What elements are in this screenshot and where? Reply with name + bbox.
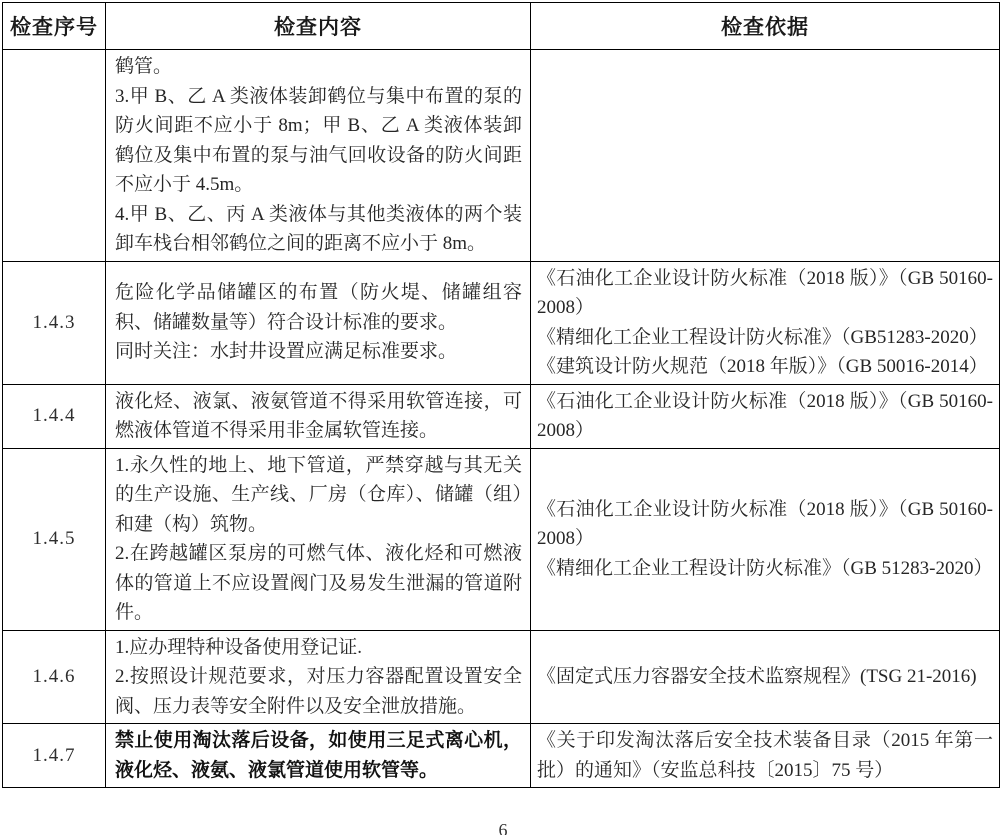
row-basis-cell [531,724,1000,788]
row-basis-cell [531,50,1000,262]
table-row [3,448,1000,630]
content-paragraph: 4.甲 B、乙、丙 A 类液体与其他类液体的两个装卸车栈台相邻鹤位之间的距离不应小于 8m。 [115,203,522,254]
table-row [3,50,1000,262]
header-row [3,3,1000,50]
header-check-content: 检查内容 [106,3,531,50]
content-paragraph: 2.在跨越罐区泵房的可燃气体、液化烃和可燃液体的管道上不应设置阀门及易发生泄漏的管道附件。 [115,543,522,623]
content-paragraph: 禁止使用淘汰落后设备，如使用三足式离心机，液化烃、液氨、液氯管道使用软管等。 [115,730,522,781]
table-row [3,724,1000,788]
basis-paragraph: 《石油化工企业设计防火标准（2018 版）》（GB 50160-2008） [537,498,993,550]
header-check-basis: 检查依据 [531,3,1000,50]
page-number: 6 [498,820,508,835]
row-content-cell [106,724,531,788]
row-basis-cell [531,448,1000,630]
table-row [3,630,1000,724]
content-paragraph: 3.甲 B、乙 A 类液体装卸鹤位与集中布置的泵的防火间距不应小于 8m；甲 B、乙 A 类液体装卸鹤位及集中布置的泵与油气回收设备的防火间距不应小于 4.5m。 [115,85,522,195]
basis-paragraph: 《关于印发淘汰落后安全技术装备目录（2015 年第一批）的通知》（安监总科技〔2015〕75 号） [537,730,993,781]
basis-paragraph: 《石油化工企业设计防火标准（2018 版）》（GB 50160-2008） [537,267,993,318]
row-content-cell [106,384,531,448]
basis-paragraph: 《精细化工企业工程设计防火标准》（GB 51283-2020） [537,557,993,579]
row-basis-cell [531,384,1000,448]
row-sequence-cell: 1.4.4 [3,384,106,448]
row-content-cell [106,630,531,724]
row-content-cell [106,261,531,384]
basis-paragraph: 《石油化工企业设计防火标准（2018 版）》（GB 50160-2008） [537,390,993,441]
inspection-table [2,2,1000,788]
content-paragraph: 同时关注：水封井设置应满足标准要求。 [115,341,458,363]
basis-paragraph: 《固定式压力容器安全技术监察规程》(TSG 21-2016) [537,666,977,687]
table-row [3,384,1000,448]
content-paragraph: 鹤管。 [115,56,173,77]
header-check-sequence: 检查序号 [3,3,106,50]
row-sequence-cell: 1.4.3 [3,261,106,384]
row-sequence-cell: 1.4.6 [3,630,106,724]
table-row [3,261,1000,384]
content-paragraph: 1.应办理特种设备使用登记证. [115,636,363,658]
row-content-cell [106,50,531,262]
table-body [3,50,1000,788]
row-basis-cell [531,261,1000,384]
row-content-cell [106,448,531,630]
row-sequence-cell [3,50,106,262]
row-sequence-cell: 1.4.5 [3,448,106,630]
basis-paragraph: 《建筑设计防火规范（2018 年版）》（GB 50016-2014） [537,356,988,377]
content-paragraph: 危险化学品储罐区的布置（防火堤、储罐组容积、储罐数量等）符合设计标准的要求。 [115,282,522,333]
content-paragraph: 1.永久性的地上、地下管道，严禁穿越与其无关的生产设施、生产线、厂房（仓库）、储罐（组）和建（构）筑物。 [115,454,522,535]
basis-paragraph: 《精细化工企业工程设计防火标准》（GB51283-2020） [537,326,988,348]
content-paragraph: 液化烃、液氯、液氨管道不得采用软管连接，可燃液体管道不得采用非金属软管连接。 [115,390,522,441]
row-sequence-cell: 1.4.7 [3,724,106,788]
content-paragraph: 2.按照设计规范要求，对压力容器配置设置安全阀、压力表等安全附件以及安全泄放措施。 [115,666,522,717]
row-basis-cell [531,630,1000,724]
